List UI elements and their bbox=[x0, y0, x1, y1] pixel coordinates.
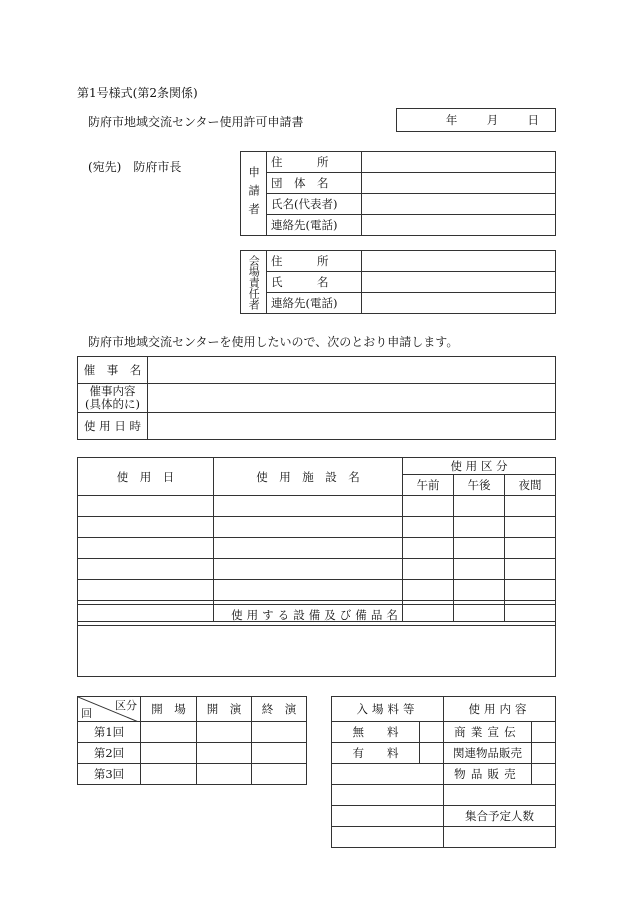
fee-free-label: 無 料 bbox=[332, 722, 420, 743]
date-day-label: 日 bbox=[527, 113, 539, 127]
schedule-cell[interactable] bbox=[197, 764, 252, 785]
use-related-sales-label: 関連物品販売 bbox=[444, 743, 532, 764]
applicant-group-label: 団 体 名 bbox=[267, 173, 362, 194]
usage-afternoon-cell[interactable] bbox=[454, 538, 505, 559]
usage-facility-cell[interactable] bbox=[214, 559, 403, 580]
schedule-col-start: 開 演 bbox=[197, 697, 252, 722]
fees-usage-table bbox=[331, 696, 556, 848]
fee-paid-checkbox[interactable] bbox=[420, 743, 444, 764]
usage-morning-cell[interactable] bbox=[403, 496, 454, 517]
event-datetime-field[interactable] bbox=[148, 413, 556, 440]
schedule-row-label: 第3回 bbox=[78, 764, 141, 785]
manager-address-label: 住 所 bbox=[267, 251, 362, 272]
schedule-row-label: 第1回 bbox=[78, 722, 141, 743]
schedule-cell[interactable] bbox=[141, 764, 197, 785]
usage-facility-cell[interactable] bbox=[214, 538, 403, 559]
usage-night-cell[interactable] bbox=[505, 517, 556, 538]
form-number: 第1号様式(第2条関係) bbox=[77, 86, 198, 100]
use-commercial-checkbox[interactable] bbox=[532, 722, 556, 743]
event-table bbox=[77, 356, 556, 440]
addressee: (宛先) 防府市長 bbox=[88, 160, 182, 174]
applicant-address-field[interactable] bbox=[362, 152, 556, 173]
applicant-table bbox=[240, 151, 556, 236]
schedule-corner-bottom: 回 bbox=[81, 707, 92, 720]
event-content-field[interactable] bbox=[148, 384, 556, 413]
schedule-cell[interactable] bbox=[197, 743, 252, 764]
usage-facility-cell[interactable] bbox=[214, 517, 403, 538]
applicant-group-field[interactable] bbox=[362, 173, 556, 194]
use-goods-sales-label: 物品販売 bbox=[444, 764, 532, 785]
usage-facility-header: 使 用 施 設 名 bbox=[214, 458, 403, 496]
usage-date-cell[interactable] bbox=[78, 517, 214, 538]
use-content-header: 使用内容 bbox=[444, 697, 556, 722]
schedule-table bbox=[77, 696, 307, 785]
usage-row bbox=[78, 538, 556, 559]
use-commercial-label: 商業宣伝 bbox=[444, 722, 532, 743]
event-datetime-label: 使 用 日 時 bbox=[78, 413, 148, 440]
manager-address-field[interactable] bbox=[362, 251, 556, 272]
applicant-side-label: 申請者 bbox=[241, 152, 267, 236]
schedule-col-open: 開 場 bbox=[141, 697, 197, 722]
use-goods-sales-checkbox[interactable] bbox=[532, 764, 556, 785]
form-title: 防府市地域交流センター使用許可申請書 bbox=[88, 115, 304, 129]
applicant-phone-label: 連絡先(電話) bbox=[267, 215, 362, 236]
fee-amount-cell-3[interactable] bbox=[332, 827, 444, 848]
schedule-cell[interactable] bbox=[141, 722, 197, 743]
usage-morning-cell[interactable] bbox=[403, 559, 454, 580]
division-night: 夜間 bbox=[505, 475, 556, 496]
usage-date-cell[interactable] bbox=[78, 496, 214, 517]
applicant-address-label: 住 所 bbox=[267, 152, 362, 173]
usage-division-header: 使 用 区 分 bbox=[403, 458, 556, 475]
fee-free-checkbox[interactable] bbox=[420, 722, 444, 743]
schedule-corner bbox=[78, 697, 141, 722]
event-name-field[interactable] bbox=[148, 357, 556, 384]
usage-row bbox=[78, 496, 556, 517]
attendance-field[interactable] bbox=[444, 827, 556, 848]
schedule-cell[interactable] bbox=[252, 764, 307, 785]
event-content-sublabel: (具体的に) bbox=[85, 397, 140, 411]
use-blank-cell[interactable] bbox=[444, 785, 556, 806]
equipment-table bbox=[77, 604, 556, 677]
usage-morning-cell[interactable] bbox=[403, 538, 454, 559]
usage-date-header: 使 用 日 bbox=[78, 458, 214, 496]
event-content-label: 催事内容 bbox=[89, 383, 136, 398]
usage-date-cell[interactable] bbox=[78, 538, 214, 559]
usage-afternoon-cell[interactable] bbox=[454, 517, 505, 538]
use-related-sales-checkbox[interactable] bbox=[532, 743, 556, 764]
fee-paid-label: 有 料 bbox=[332, 743, 420, 764]
applicant-name-label: 氏名(代表者) bbox=[267, 194, 362, 215]
manager-name-label: 氏 名 bbox=[267, 272, 362, 293]
usage-table bbox=[77, 457, 556, 622]
schedule-corner-top: 区分 bbox=[115, 699, 137, 712]
usage-afternoon-cell[interactable] bbox=[454, 559, 505, 580]
equipment-field[interactable] bbox=[78, 626, 556, 677]
schedule-cell[interactable] bbox=[252, 722, 307, 743]
usage-date-cell[interactable] bbox=[78, 559, 214, 580]
attendance-label: 集合予定人数 bbox=[444, 806, 556, 827]
schedule-cell[interactable] bbox=[197, 722, 252, 743]
date-month-label: 月 bbox=[486, 113, 499, 127]
usage-night-cell[interactable] bbox=[505, 580, 556, 601]
venue-manager-side-label: 会場責任者 bbox=[241, 251, 267, 314]
usage-row bbox=[78, 517, 556, 538]
usage-date-cell[interactable] bbox=[78, 580, 214, 601]
fee-amount-cell-2[interactable] bbox=[332, 806, 444, 827]
manager-phone-label: 連絡先(電話) bbox=[267, 293, 362, 314]
manager-phone-field[interactable] bbox=[362, 293, 556, 314]
usage-facility-cell[interactable] bbox=[214, 496, 403, 517]
date-box bbox=[396, 108, 556, 132]
schedule-cell[interactable] bbox=[141, 743, 197, 764]
manager-name-field[interactable] bbox=[362, 272, 556, 293]
usage-afternoon-cell[interactable] bbox=[454, 580, 505, 601]
usage-afternoon-cell[interactable] bbox=[454, 496, 505, 517]
applicant-phone-field[interactable] bbox=[362, 215, 556, 236]
equipment-header: 使用する設備及び備品名 bbox=[78, 605, 556, 626]
application-statement: 防府市地域交流センターを使用したいので、次のとおり申請します。 bbox=[88, 335, 459, 349]
usage-row bbox=[78, 559, 556, 580]
event-name-label: 催 事 名 bbox=[78, 357, 148, 384]
date-year-label: 年 bbox=[445, 113, 458, 127]
usage-row bbox=[78, 580, 556, 601]
venue-manager-table bbox=[240, 250, 556, 314]
fee-blank-cell[interactable] bbox=[332, 764, 444, 785]
schedule-row-label: 第2回 bbox=[78, 743, 141, 764]
applicant-name-field[interactable] bbox=[362, 194, 556, 215]
usage-night-cell[interactable] bbox=[505, 559, 556, 580]
usage-night-cell[interactable] bbox=[505, 496, 556, 517]
usage-morning-cell[interactable] bbox=[403, 517, 454, 538]
usage-night-cell[interactable] bbox=[505, 538, 556, 559]
division-morning: 午前 bbox=[403, 475, 454, 496]
division-afternoon: 午後 bbox=[454, 475, 505, 496]
usage-morning-cell[interactable] bbox=[403, 580, 454, 601]
fee-amount-cell[interactable] bbox=[332, 785, 444, 806]
usage-facility-cell[interactable] bbox=[214, 580, 403, 601]
schedule-cell[interactable] bbox=[252, 743, 307, 764]
fees-header: 入場料等 bbox=[332, 697, 444, 722]
schedule-col-end: 終 演 bbox=[252, 697, 307, 722]
